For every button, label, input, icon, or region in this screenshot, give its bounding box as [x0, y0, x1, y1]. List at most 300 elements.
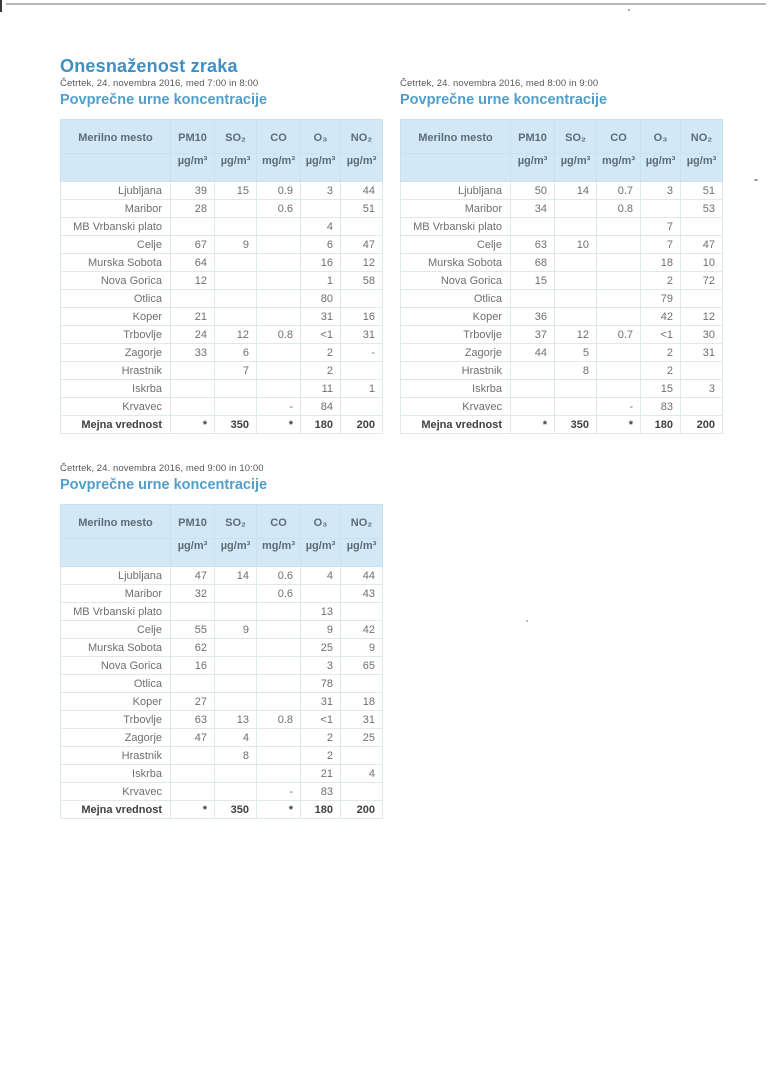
column-header-place: Merilno mesto — [61, 120, 171, 154]
table-row — [61, 200, 383, 218]
station-name: Nova Gorica — [61, 272, 171, 290]
table-units-row — [61, 154, 383, 182]
value-cell: 4 — [301, 567, 341, 585]
table-row — [61, 639, 383, 657]
value-cell — [257, 603, 301, 621]
value-cell: 0.8 — [257, 711, 301, 729]
value-cell — [597, 380, 641, 398]
value-cell: 31 — [301, 693, 341, 711]
value-cell: 0.8 — [597, 200, 641, 218]
value-cell — [555, 272, 597, 290]
station-name: Mejna vrednost — [401, 416, 511, 434]
table-row — [401, 218, 723, 236]
value-cell: 33 — [171, 344, 215, 362]
value-cell: 47 — [171, 567, 215, 585]
station-name: Koper — [61, 308, 171, 326]
value-cell — [171, 398, 215, 416]
value-cell: 72 — [681, 272, 723, 290]
value-cell — [341, 290, 383, 308]
value-cell — [215, 675, 257, 693]
value-cell — [555, 380, 597, 398]
station-name: Iskrba — [61, 765, 171, 783]
table-row — [61, 290, 383, 308]
column-header-co: CO — [597, 120, 641, 154]
value-cell — [215, 693, 257, 711]
value-cell — [171, 603, 215, 621]
column-header-pm10: PM10 — [171, 505, 215, 539]
value-cell: 42 — [641, 308, 681, 326]
table-units-row — [61, 539, 383, 567]
table-row — [401, 380, 723, 398]
table-header-row — [401, 120, 723, 154]
value-cell: 2 — [301, 362, 341, 380]
station-name: Murska Sobota — [61, 639, 171, 657]
value-cell — [555, 308, 597, 326]
column-header-o3: O₃ — [301, 505, 341, 539]
value-cell: 0.8 — [257, 326, 301, 344]
table-row — [401, 254, 723, 272]
value-cell — [257, 693, 301, 711]
value-cell — [257, 657, 301, 675]
value-cell: 4 — [215, 729, 257, 747]
column-unit-empty — [401, 154, 511, 182]
value-cell — [257, 308, 301, 326]
report-date: Četrtek, 24. novembra 2016, med 9:00 in 10:00 — [60, 463, 264, 474]
value-cell: 350 — [555, 416, 597, 434]
value-cell — [597, 344, 641, 362]
value-cell — [257, 218, 301, 236]
value-cell — [257, 729, 301, 747]
value-cell: 47 — [681, 236, 723, 254]
table-row — [61, 693, 383, 711]
value-cell: 25 — [301, 639, 341, 657]
value-cell: 180 — [301, 801, 341, 819]
value-cell: * — [257, 416, 301, 434]
table-row — [61, 765, 383, 783]
value-cell: 50 — [511, 182, 555, 200]
report-subtitle: Povprečne urne koncentracije — [400, 92, 608, 108]
value-cell — [215, 218, 257, 236]
table-row — [61, 711, 383, 729]
value-cell — [555, 200, 597, 218]
value-cell: 12 — [341, 254, 383, 272]
value-cell — [597, 218, 641, 236]
value-cell — [681, 218, 723, 236]
value-cell: 0.6 — [257, 567, 301, 585]
value-cell: 84 — [301, 398, 341, 416]
table-row — [401, 362, 723, 380]
table-row — [61, 783, 383, 801]
table-row — [61, 362, 383, 380]
value-cell: 3 — [301, 182, 341, 200]
report-date: Četrtek, 24. novembra 2016, med 8:00 in 9:00 — [400, 78, 599, 89]
value-cell — [215, 290, 257, 308]
report-subtitle: Povprečne urne koncentracije — [60, 477, 268, 493]
scan-artifact-speck — [754, 179, 758, 181]
value-cell: 180 — [301, 416, 341, 434]
table-row — [61, 182, 383, 200]
station-name: Krvavec — [61, 783, 171, 801]
column-header-so2: SO₂ — [215, 505, 257, 539]
value-cell: 18 — [641, 254, 681, 272]
value-cell: 28 — [171, 200, 215, 218]
value-cell: * — [171, 416, 215, 434]
value-cell: 6 — [215, 344, 257, 362]
station-name: Koper — [61, 693, 171, 711]
table-row — [401, 344, 723, 362]
value-cell — [555, 290, 597, 308]
value-cell: 21 — [171, 308, 215, 326]
station-name: Otlica — [61, 290, 171, 308]
value-cell — [341, 218, 383, 236]
value-cell — [597, 308, 641, 326]
value-cell: 79 — [641, 290, 681, 308]
station-name: Nova Gorica — [61, 657, 171, 675]
station-name: Celje — [61, 621, 171, 639]
value-cell: 12 — [215, 326, 257, 344]
concentrations-table — [60, 119, 383, 434]
value-cell: * — [511, 416, 555, 434]
table-row — [61, 236, 383, 254]
value-cell: 2 — [641, 344, 681, 362]
value-cell — [257, 362, 301, 380]
value-cell — [341, 747, 383, 765]
table-row — [61, 567, 383, 585]
value-cell — [597, 236, 641, 254]
value-cell: 18 — [341, 693, 383, 711]
value-cell: 180 — [641, 416, 681, 434]
value-cell — [341, 783, 383, 801]
value-cell: 0.9 — [257, 182, 301, 200]
value-cell: - — [257, 398, 301, 416]
value-cell: 51 — [681, 182, 723, 200]
value-cell: 6 — [301, 236, 341, 254]
table-row — [401, 272, 723, 290]
value-cell: * — [597, 416, 641, 434]
column-unit-pm10: µg/m³ — [171, 539, 215, 567]
column-unit-empty — [61, 154, 171, 182]
table-row — [61, 218, 383, 236]
table-row — [401, 398, 723, 416]
value-cell: 7 — [641, 218, 681, 236]
report-subtitle: Povprečne urne koncentracije — [60, 92, 268, 108]
value-cell: 2 — [301, 729, 341, 747]
value-cell: 2 — [641, 362, 681, 380]
scan-artifact-speck — [628, 9, 630, 11]
table-row — [401, 200, 723, 218]
station-name: Ljubljana — [61, 182, 171, 200]
value-cell — [215, 254, 257, 272]
value-cell: - — [341, 344, 383, 362]
column-header-co: CO — [257, 120, 301, 154]
value-cell — [257, 621, 301, 639]
value-cell: 47 — [171, 729, 215, 747]
column-unit-no2: µg/m³ — [681, 154, 723, 182]
value-cell — [215, 398, 257, 416]
value-cell — [341, 675, 383, 693]
value-cell: 58 — [341, 272, 383, 290]
value-cell — [257, 380, 301, 398]
value-cell: * — [257, 801, 301, 819]
station-name: Zagorje — [61, 344, 171, 362]
value-cell: 3 — [301, 657, 341, 675]
value-cell: 14 — [555, 182, 597, 200]
value-cell — [171, 290, 215, 308]
value-cell: 67 — [171, 236, 215, 254]
value-cell — [597, 290, 641, 308]
value-cell: 10 — [681, 254, 723, 272]
value-cell — [215, 585, 257, 603]
value-cell: 16 — [171, 657, 215, 675]
value-cell: 27 — [171, 693, 215, 711]
table-row — [61, 585, 383, 603]
value-cell: 83 — [641, 398, 681, 416]
station-name: Zagorje — [401, 344, 511, 362]
value-cell: 31 — [681, 344, 723, 362]
value-cell: <1 — [301, 326, 341, 344]
value-cell: 12 — [555, 326, 597, 344]
column-header-o3: O₃ — [301, 120, 341, 154]
table-row — [401, 182, 723, 200]
value-cell: 42 — [341, 621, 383, 639]
value-cell: 7 — [215, 362, 257, 380]
report-section-8-9 — [400, 78, 722, 434]
table-row — [401, 326, 723, 344]
value-cell: 32 — [171, 585, 215, 603]
value-cell: 25 — [341, 729, 383, 747]
station-name: Celje — [401, 236, 511, 254]
value-cell — [257, 236, 301, 254]
value-cell: 15 — [215, 182, 257, 200]
value-cell: 0.6 — [257, 585, 301, 603]
value-cell — [215, 639, 257, 657]
table-row — [61, 380, 383, 398]
value-cell: 34 — [511, 200, 555, 218]
value-cell: 8 — [555, 362, 597, 380]
column-header-place: Merilno mesto — [401, 120, 511, 154]
value-cell: 64 — [171, 254, 215, 272]
station-name: Murska Sobota — [401, 254, 511, 272]
value-cell — [171, 747, 215, 765]
value-cell: 30 — [681, 326, 723, 344]
table-row — [61, 729, 383, 747]
value-cell: * — [171, 801, 215, 819]
station-name: Ljubljana — [61, 567, 171, 585]
value-cell: 14 — [215, 567, 257, 585]
column-header-o3: O₃ — [641, 120, 681, 154]
value-cell: 65 — [341, 657, 383, 675]
value-cell — [171, 765, 215, 783]
value-cell: 44 — [341, 182, 383, 200]
value-cell: 62 — [171, 639, 215, 657]
value-cell: 15 — [641, 380, 681, 398]
table-row — [401, 308, 723, 326]
value-cell: 7 — [641, 236, 681, 254]
station-name: Trbovlje — [61, 326, 171, 344]
scan-artifact-corner-tick — [0, 0, 2, 12]
value-cell — [171, 362, 215, 380]
station-name: Hrastnik — [401, 362, 511, 380]
concentrations-table — [60, 504, 383, 819]
value-cell — [257, 344, 301, 362]
value-cell: 2 — [301, 344, 341, 362]
table-row — [61, 344, 383, 362]
value-cell — [301, 585, 341, 603]
station-name: Otlica — [401, 290, 511, 308]
table-row — [61, 603, 383, 621]
station-name: Otlica — [61, 675, 171, 693]
station-name: Mejna vrednost — [61, 801, 171, 819]
station-name: Hrastnik — [61, 362, 171, 380]
value-cell: 31 — [341, 326, 383, 344]
value-cell: 9 — [215, 621, 257, 639]
value-cell: 350 — [215, 416, 257, 434]
column-unit-o3: µg/m³ — [641, 154, 681, 182]
limit-value-row — [61, 801, 383, 819]
value-cell: 47 — [341, 236, 383, 254]
value-cell: 0.6 — [257, 200, 301, 218]
value-cell: 9 — [341, 639, 383, 657]
table-row — [61, 675, 383, 693]
value-cell: 39 — [171, 182, 215, 200]
value-cell: 200 — [681, 416, 723, 434]
value-cell: 4 — [301, 218, 341, 236]
value-cell: 15 — [511, 272, 555, 290]
value-cell — [511, 380, 555, 398]
value-cell — [301, 200, 341, 218]
station-name: Trbovlje — [401, 326, 511, 344]
value-cell — [341, 362, 383, 380]
station-name: Maribor — [61, 200, 171, 218]
station-name: Iskrba — [401, 380, 511, 398]
station-name: Hrastnik — [61, 747, 171, 765]
column-unit-o3: µg/m³ — [301, 539, 341, 567]
value-cell — [171, 783, 215, 801]
station-name: Koper — [401, 308, 511, 326]
value-cell: 1 — [341, 380, 383, 398]
station-name: MB Vrbanski plato — [61, 218, 171, 236]
value-cell: 0.7 — [597, 182, 641, 200]
value-cell — [597, 362, 641, 380]
page-title: Onesnaženost zraka — [60, 56, 238, 77]
value-cell — [555, 398, 597, 416]
value-cell: <1 — [301, 711, 341, 729]
column-unit-so2: µg/m³ — [215, 154, 257, 182]
table-row — [61, 272, 383, 290]
value-cell: 4 — [341, 765, 383, 783]
value-cell — [597, 254, 641, 272]
table-row — [61, 326, 383, 344]
column-header-place: Merilno mesto — [61, 505, 171, 539]
column-unit-pm10: µg/m³ — [171, 154, 215, 182]
station-name: Iskrba — [61, 380, 171, 398]
station-name: Nova Gorica — [401, 272, 511, 290]
station-name: Ljubljana — [401, 182, 511, 200]
station-name: Krvavec — [401, 398, 511, 416]
value-cell: 31 — [341, 711, 383, 729]
report-date: Četrtek, 24. novembra 2016, med 7:00 in 8:00 — [60, 78, 259, 89]
value-cell: 9 — [215, 236, 257, 254]
value-cell: 0.7 — [597, 326, 641, 344]
value-cell — [257, 272, 301, 290]
column-header-so2: SO₂ — [215, 120, 257, 154]
value-cell — [257, 290, 301, 308]
column-unit-no2: µg/m³ — [341, 539, 383, 567]
value-cell — [641, 200, 681, 218]
value-cell: 10 — [555, 236, 597, 254]
value-cell: 5 — [555, 344, 597, 362]
value-cell — [257, 765, 301, 783]
column-unit-no2: µg/m³ — [341, 154, 383, 182]
value-cell: 63 — [511, 236, 555, 254]
column-header-co: CO — [257, 505, 301, 539]
column-unit-co: mg/m³ — [257, 154, 301, 182]
value-cell: 53 — [681, 200, 723, 218]
value-cell — [511, 218, 555, 236]
station-name: Maribor — [401, 200, 511, 218]
column-unit-so2: µg/m³ — [215, 539, 257, 567]
value-cell — [215, 765, 257, 783]
table-row — [401, 290, 723, 308]
value-cell: - — [257, 783, 301, 801]
table-row — [61, 398, 383, 416]
value-cell: 51 — [341, 200, 383, 218]
station-name: Celje — [61, 236, 171, 254]
column-unit-co: mg/m³ — [597, 154, 641, 182]
column-unit-empty — [61, 539, 171, 567]
value-cell — [215, 783, 257, 801]
value-cell — [257, 747, 301, 765]
station-name: Murska Sobota — [61, 254, 171, 272]
table-row — [61, 621, 383, 639]
value-cell: 200 — [341, 416, 383, 434]
station-name: Maribor — [61, 585, 171, 603]
report-section-7-8 — [60, 78, 382, 434]
value-cell: 16 — [301, 254, 341, 272]
station-name: Mejna vrednost — [61, 416, 171, 434]
column-header-pm10: PM10 — [511, 120, 555, 154]
value-cell: <1 — [641, 326, 681, 344]
value-cell: 13 — [301, 603, 341, 621]
value-cell: 21 — [301, 765, 341, 783]
column-unit-o3: µg/m³ — [301, 154, 341, 182]
limit-value-row — [401, 416, 723, 434]
column-header-no2: NO₂ — [341, 120, 383, 154]
value-cell: 8 — [215, 747, 257, 765]
value-cell — [597, 272, 641, 290]
limit-value-row — [61, 416, 383, 434]
value-cell — [215, 272, 257, 290]
value-cell: 78 — [301, 675, 341, 693]
value-cell — [171, 380, 215, 398]
station-name: Krvavec — [61, 398, 171, 416]
value-cell: 2 — [641, 272, 681, 290]
table-row — [61, 657, 383, 675]
value-cell: 9 — [301, 621, 341, 639]
station-name: MB Vrbanski plato — [61, 603, 171, 621]
value-cell: 3 — [681, 380, 723, 398]
value-cell — [215, 380, 257, 398]
value-cell: 12 — [171, 272, 215, 290]
value-cell: 11 — [301, 380, 341, 398]
table-header-row — [61, 120, 383, 154]
scan-artifact-speck — [526, 620, 528, 622]
table-row — [61, 254, 383, 272]
column-unit-so2: µg/m³ — [555, 154, 597, 182]
value-cell: 83 — [301, 783, 341, 801]
column-header-no2: NO₂ — [341, 505, 383, 539]
table-row — [61, 747, 383, 765]
